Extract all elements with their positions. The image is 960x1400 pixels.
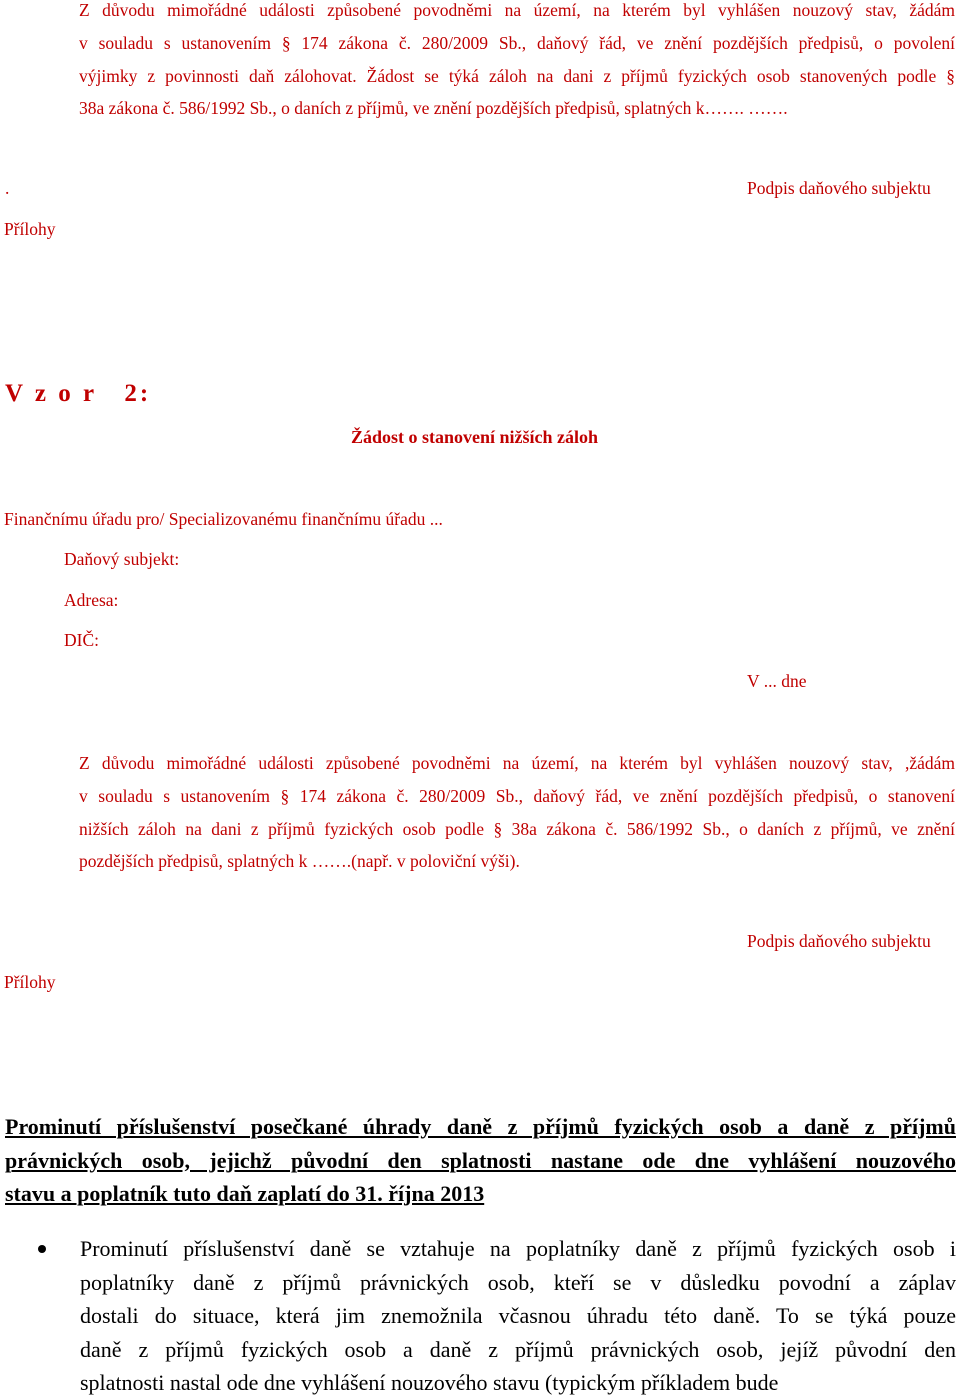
paragraph-line: 38a zákona č. 586/1992 Sb., o daních z příjmů, ve znění pozdějších předpisů, splatných k……. ……. xyxy=(79,98,788,119)
bullet-line: poplatníky daně z příjmů právnických osob, kteří se v důsledku povodní a záplav xyxy=(80,1269,956,1295)
address-label: Adresa: xyxy=(64,590,119,610)
addressee-line: Finančnímu úřadu pro/ Specializovanému finančnímu úřadu ... xyxy=(4,509,443,529)
attachments-label: Přílohy xyxy=(4,972,56,992)
dic-label: DIČ: xyxy=(64,630,99,650)
bullet-text xyxy=(80,1232,956,1400)
bullet-line: Prominutí příslušenství daně se vztahuje na poplatníky daně z příjmů fyzických osob i xyxy=(80,1236,956,1261)
paragraph-line: Z důvodu mimořádné události způsobené povodněmi na území, na kterém byl vyhlášen nouzový stav, ,žádám xyxy=(79,753,955,773)
template-title: V z o r 2: xyxy=(5,380,152,407)
signature-label: Podpis daňového subjektu xyxy=(747,178,931,198)
attachments-label: Přílohy xyxy=(4,219,56,239)
bullet-line: splatnosti nastal ode dne vyhlášení nouzového stavu (typickým příkladem bude xyxy=(80,1370,779,1396)
taxpayer-label: Daňový subjekt: xyxy=(64,549,180,569)
section-heading xyxy=(5,1110,956,1211)
template-subtitle: Žádost o stanovení nižších záloh xyxy=(351,427,599,447)
paragraph-line: pozdějších předpisů, splatných k …….(např. v poloviční výši). xyxy=(79,851,520,872)
stray-dot: . xyxy=(5,178,10,198)
bullet-line: dostali do situace, která jim znemožnila včasnou úhradu této daně. To se týká pouze xyxy=(80,1303,956,1329)
paragraph-line: výjimky z povinnosti daň zálohovat. Žádost se týká záloh na dani z příjmů fyzických osob stanovených podle § xyxy=(79,65,955,86)
template1-request-paragraph xyxy=(79,0,955,125)
place-date-line: V ... dne xyxy=(747,671,807,691)
paragraph-line: v souladu s ustanovením § 174 zákona č. 280/2009 Sb., daňový řád, ve znění pozdějších předpisů, o stanovení xyxy=(79,785,955,806)
bullet-line: daně z příjmů fyzických osob a daně z příjmů právnických osob, jejíž původní den xyxy=(80,1336,956,1362)
paragraph-line: nižších záloh na dani z příjmů fyzických osob podle § 38a zákona č. 586/1992 Sb., o daních z příjmů, ve znění xyxy=(79,818,955,839)
heading-line: právnických osob, jejichž původní den splatnosti nastane ode dne vyhlášení nouzového xyxy=(5,1147,956,1173)
template2-request-paragraph xyxy=(79,747,955,878)
bullet-icon xyxy=(38,1245,46,1253)
heading-line: Prominutí příslušenství posečkané úhrady daně z příjmů fyzických osob a daně z příjmů xyxy=(5,1114,956,1139)
signature-label: Podpis daňového subjektu xyxy=(747,931,931,951)
paragraph-line: v souladu s ustanovením § 174 zákona č. 280/2009 Sb., daňový řád, ve znění pozdějších předpisů, o povolení xyxy=(79,32,955,53)
heading-line: stavu a poplatník tuto daň zaplatí do 31. října 2013 xyxy=(5,1181,485,1206)
paragraph-line: Z důvodu mimořádné události způsobené povodněmi na území, na kterém byl vyhlášen nouzový stav, žádám xyxy=(79,0,955,20)
